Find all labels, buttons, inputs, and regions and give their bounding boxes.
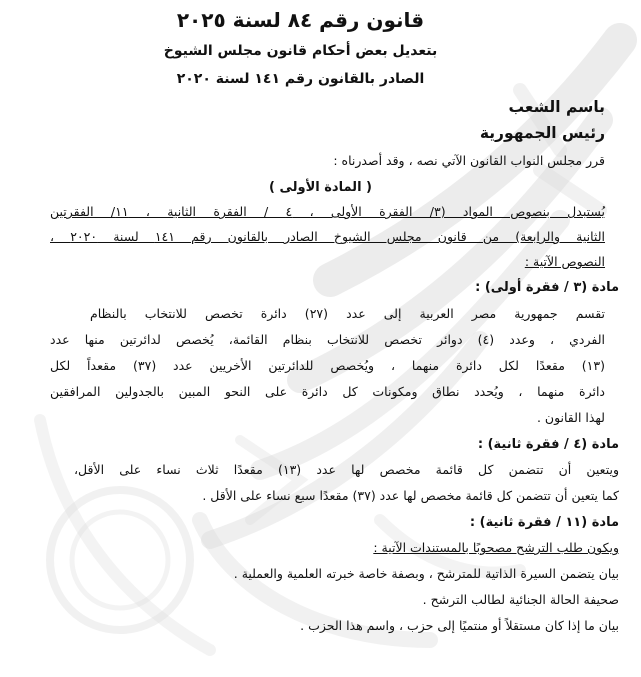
in-the-name-heading: باسم الشعب xyxy=(508,98,605,116)
preamble-text: قرر مجلس النواب القانون الآتي نصه ، وقد أصدرناه : xyxy=(333,153,605,168)
article-one-heading: ( المادة الأولى ) xyxy=(269,180,372,195)
article-4-heading: مادة (٤ / فقرة ثانية) : xyxy=(477,437,619,452)
article-one-line: يُستبدل بنصوص المواد (٣/ الفقرة الأولى ، ٤ / الفقرة الثانية ، ١١/ الفقرتين xyxy=(50,204,606,219)
article-11-line: ويكون طلب الترشح مصحوبًا بالمستندات الآتية : xyxy=(373,540,619,555)
article-3-line: لهذا القانون . xyxy=(536,410,605,425)
article-3-line: دائرة منهما ، ويُحدد نطاق ومكونات كل دائرة على النحو المبين بالجدولين المرافقين xyxy=(50,384,605,399)
law-title: قانون رقم ٨٤ لسنة ٢٠٢٥ xyxy=(176,8,425,32)
article-11-line: بيان ما إذا كان مستقلاً أو منتميًا إلى حزب ، واسم هذا الحزب . xyxy=(300,618,619,633)
article-11-heading: مادة (١١ / فقرة ثانية) : xyxy=(469,515,619,530)
law-subtitle-line-2: الصادر بالقانون رقم ١٤١ لسنة ٢٠٢٠ xyxy=(176,71,425,87)
article-3-heading: مادة (٣ / فقرة أولى) : xyxy=(475,280,619,295)
article-4-line: ويتعين أن تتضمن كل قائمة مخصص لها عدد (١٣) مقعدًا ثلاث نساء على الأقل، xyxy=(74,462,619,477)
article-one-line: الثانية والرابعة) من قانون مجلس الشيوخ الصادر بالقانون رقم ١٤١ لسنة ٢٠٢٠ ، xyxy=(50,229,605,244)
article-4-line: كما يتعين أن تتضمن كل قائمة مخصص لها عدد (٣٧) مقعدًا سبع نساء على الأقل . xyxy=(202,488,619,503)
article-11-line: بيان يتضمن السيرة الذاتية للمترشح ، وبصفة خاصة خبرته العلمية والعملية . xyxy=(233,566,619,581)
article-11-line: صحيفة الحالة الجنائية لطالب الترشح . xyxy=(422,592,619,607)
article-one-line: النصوص الآتية : xyxy=(524,254,605,269)
article-3-line: تقسم جمهورية مصر العربية إلى عدد (٢٧) دائرة تخصص للانتخاب بالنظام xyxy=(90,306,605,321)
article-3-line: (١٣) مقعدًا لكل دائرة منهما ، ويُخصص للدائرتين الأخريين عدد (٣٧) مقعداً لكل xyxy=(50,358,605,373)
law-subtitle-line-1: بتعديل بعض أحكام قانون مجلس الشيوخ xyxy=(163,43,438,59)
president-heading: رئيس الجمهورية xyxy=(479,124,605,142)
article-3-line: الفردي ، وعدد (٤) دوائر تخصص للانتخاب بنظام القائمة، يُخصص لدائرتين منها عدد xyxy=(50,332,606,347)
